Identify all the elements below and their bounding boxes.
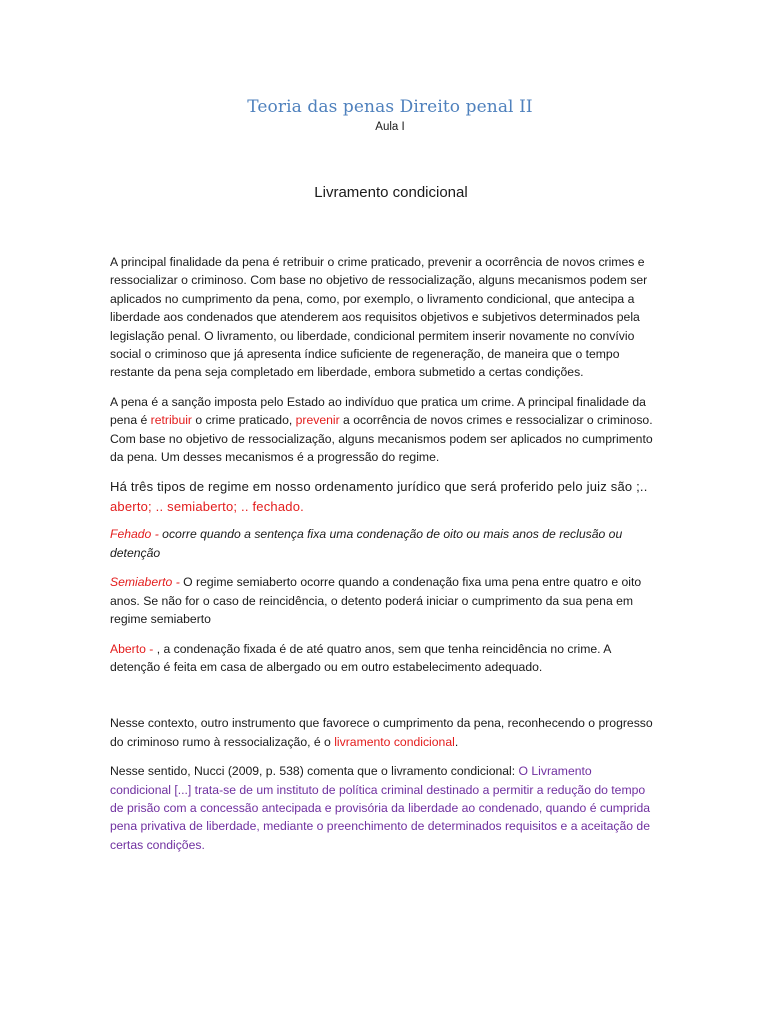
- document-title: Teoria das penas Direito penal II: [247, 97, 533, 117]
- text-segment: A pena é a sanção imposta pelo Estado ao indivíduo que pratica um crime. A principal finalidade da pena é: [110, 394, 646, 428]
- definition-fechado: ocorre quando a sentença fixa uma condenação de oito ou mais anos de reclusão ou detenção: [110, 527, 623, 560]
- document-subtitle: Aula I: [375, 121, 405, 133]
- highlight-prevenir: prevenir: [295, 413, 340, 428]
- term-aberto: Aberto -: [110, 641, 157, 656]
- paragraph-semiaberto: [110, 573, 655, 628]
- term-fechado: Fehado -: [110, 527, 163, 542]
- document-body: [110, 253, 655, 865]
- text-segment: .: [454, 734, 459, 749]
- term-semiaberto: Semiaberto -: [110, 575, 184, 590]
- highlight-retribuir: retribuir: [150, 413, 192, 428]
- paragraph-tipos-regime: [110, 477, 655, 517]
- paragraph-finalidade: A principal finalidade da pena é retribuir o crime praticado, prevenir a ocorrência de novos crimes e ressocializar o criminoso. Com base no objetivo de ressocialização, alguns mecanismos podem ser aplicados no cumprimento da pena, como, por exemplo, o livramento condicional, que antecipa a liberdade aos condenados que atenderem aos requisitos objetivos e subjetivos determinados pela legislação penal. O livramento, ou liberdade, condicional permitem inserir novamente no convívio social o criminoso que já apresenta índice suficiente de regeneração, de maneira que o tempo restante da pena seja completado em liberdade, embora submetido a certas condições.: [110, 255, 648, 380]
- definition-aberto: , a condenação fixada é de até quatro anos, sem que tenha reincidência no crime. A detenção é feita em casa de albergado ou em outro estabelecimento adequado.: [110, 641, 611, 674]
- section-heading: Livramento condicional: [314, 184, 468, 201]
- paragraph-aberto: [110, 640, 655, 677]
- paragraph-pena: [110, 393, 655, 467]
- text-segment: Nesse contexto, outro instrumento que favorece o cumprimento da pena, reconhecendo o progresso do criminoso rumo à ressocialização, é o: [110, 716, 653, 749]
- text-segment: Nesse sentido, Nucci (2009, p. 538) comenta que o livramento condicional:: [110, 764, 519, 779]
- paragraph-fechado: [110, 525, 655, 562]
- highlight-livramento: livramento condicional: [334, 734, 455, 749]
- text-segment: o crime praticado,: [191, 413, 296, 428]
- quote-nucci: O Livramento condicional [...] trata-se de um instituto de política criminal destinado a permitir a redução do tempo de prisão com a concessão antecipada e provisória da liberdade ao condenado, quando é cumprida pena privativa de liberdade, mediante o preenchimento de determinados requisitos e a aceitação de certas condições.: [110, 764, 650, 852]
- regime-list: aberto; .. semiaberto; .. fechado.: [110, 499, 304, 515]
- paragraph-contexto: [110, 714, 655, 751]
- spacer: [110, 687, 655, 714]
- definition-semiaberto: O regime semiaberto ocorre quando a condenação fixa uma pena entre quatro e oito anos. Se não for o caso de reincidência, o detento poderá iniciar o cumprimento da sua pena em regime semiaberto: [110, 575, 642, 627]
- text-segment: a ocorrência de novos crimes e ressocializar o criminoso. Com base no objetivo de ressocialização, alguns mecanismos podem ser aplicados no cumprimento da pena. Um desses mecanismos é a progressão do regime.: [110, 413, 653, 465]
- text-segment: Há três tipos de regime em nosso ordenamento jurídico que será proferido pelo juiz são ;..: [110, 479, 648, 495]
- paragraph-nucci: [110, 762, 655, 854]
